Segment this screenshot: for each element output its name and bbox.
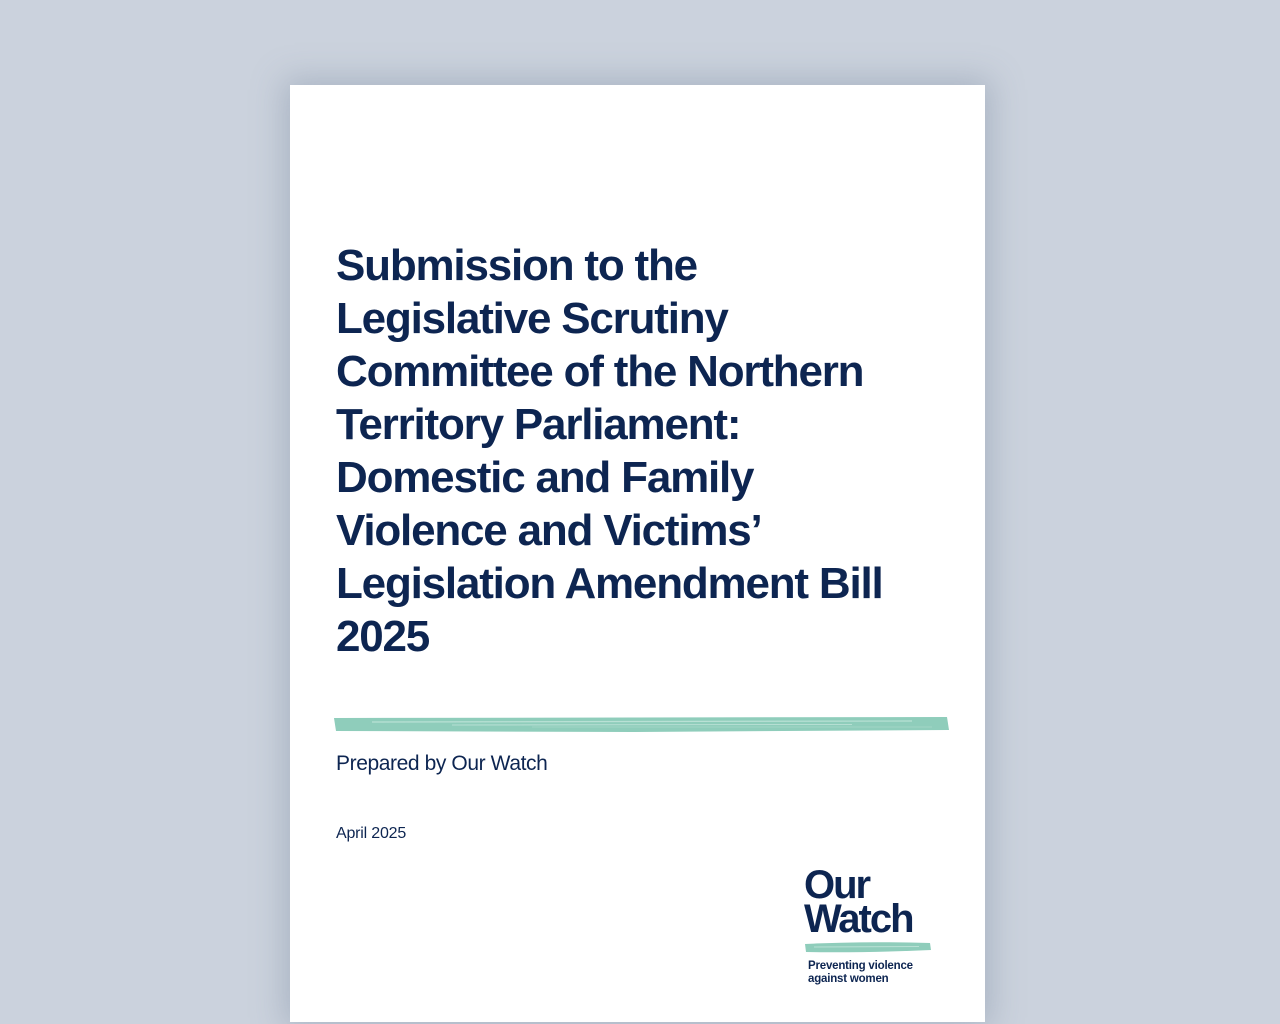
document-title xyxy=(336,239,936,663)
document-date: April 2025 xyxy=(336,825,407,842)
title-line: Committee of the Northern xyxy=(336,347,864,396)
logo-text-our: Our xyxy=(804,863,870,907)
tagline-line: against women xyxy=(808,972,889,985)
prepared-by-text: Prepared by Our Watch xyxy=(336,752,548,775)
title-line: Violence and Victims’ xyxy=(336,506,762,555)
title-line: Submission to the xyxy=(336,241,697,290)
title-line: Legislation Amendment Bill xyxy=(336,559,883,608)
logo-brush-stroke-icon xyxy=(804,941,932,953)
brush-stroke-divider xyxy=(332,717,949,732)
logo-text-watch: Watch xyxy=(804,897,913,941)
tagline-line: Preventing violence xyxy=(808,960,913,972)
logo-tagline xyxy=(808,960,913,985)
our-watch-logo xyxy=(804,865,934,990)
title-line: Territory Parliament: xyxy=(336,400,741,449)
document-cover-page xyxy=(290,85,985,1022)
title-line: Domestic and Family xyxy=(336,453,754,502)
title-line: Legislative Scrutiny xyxy=(336,294,728,343)
title-line: 2025 xyxy=(336,612,430,661)
